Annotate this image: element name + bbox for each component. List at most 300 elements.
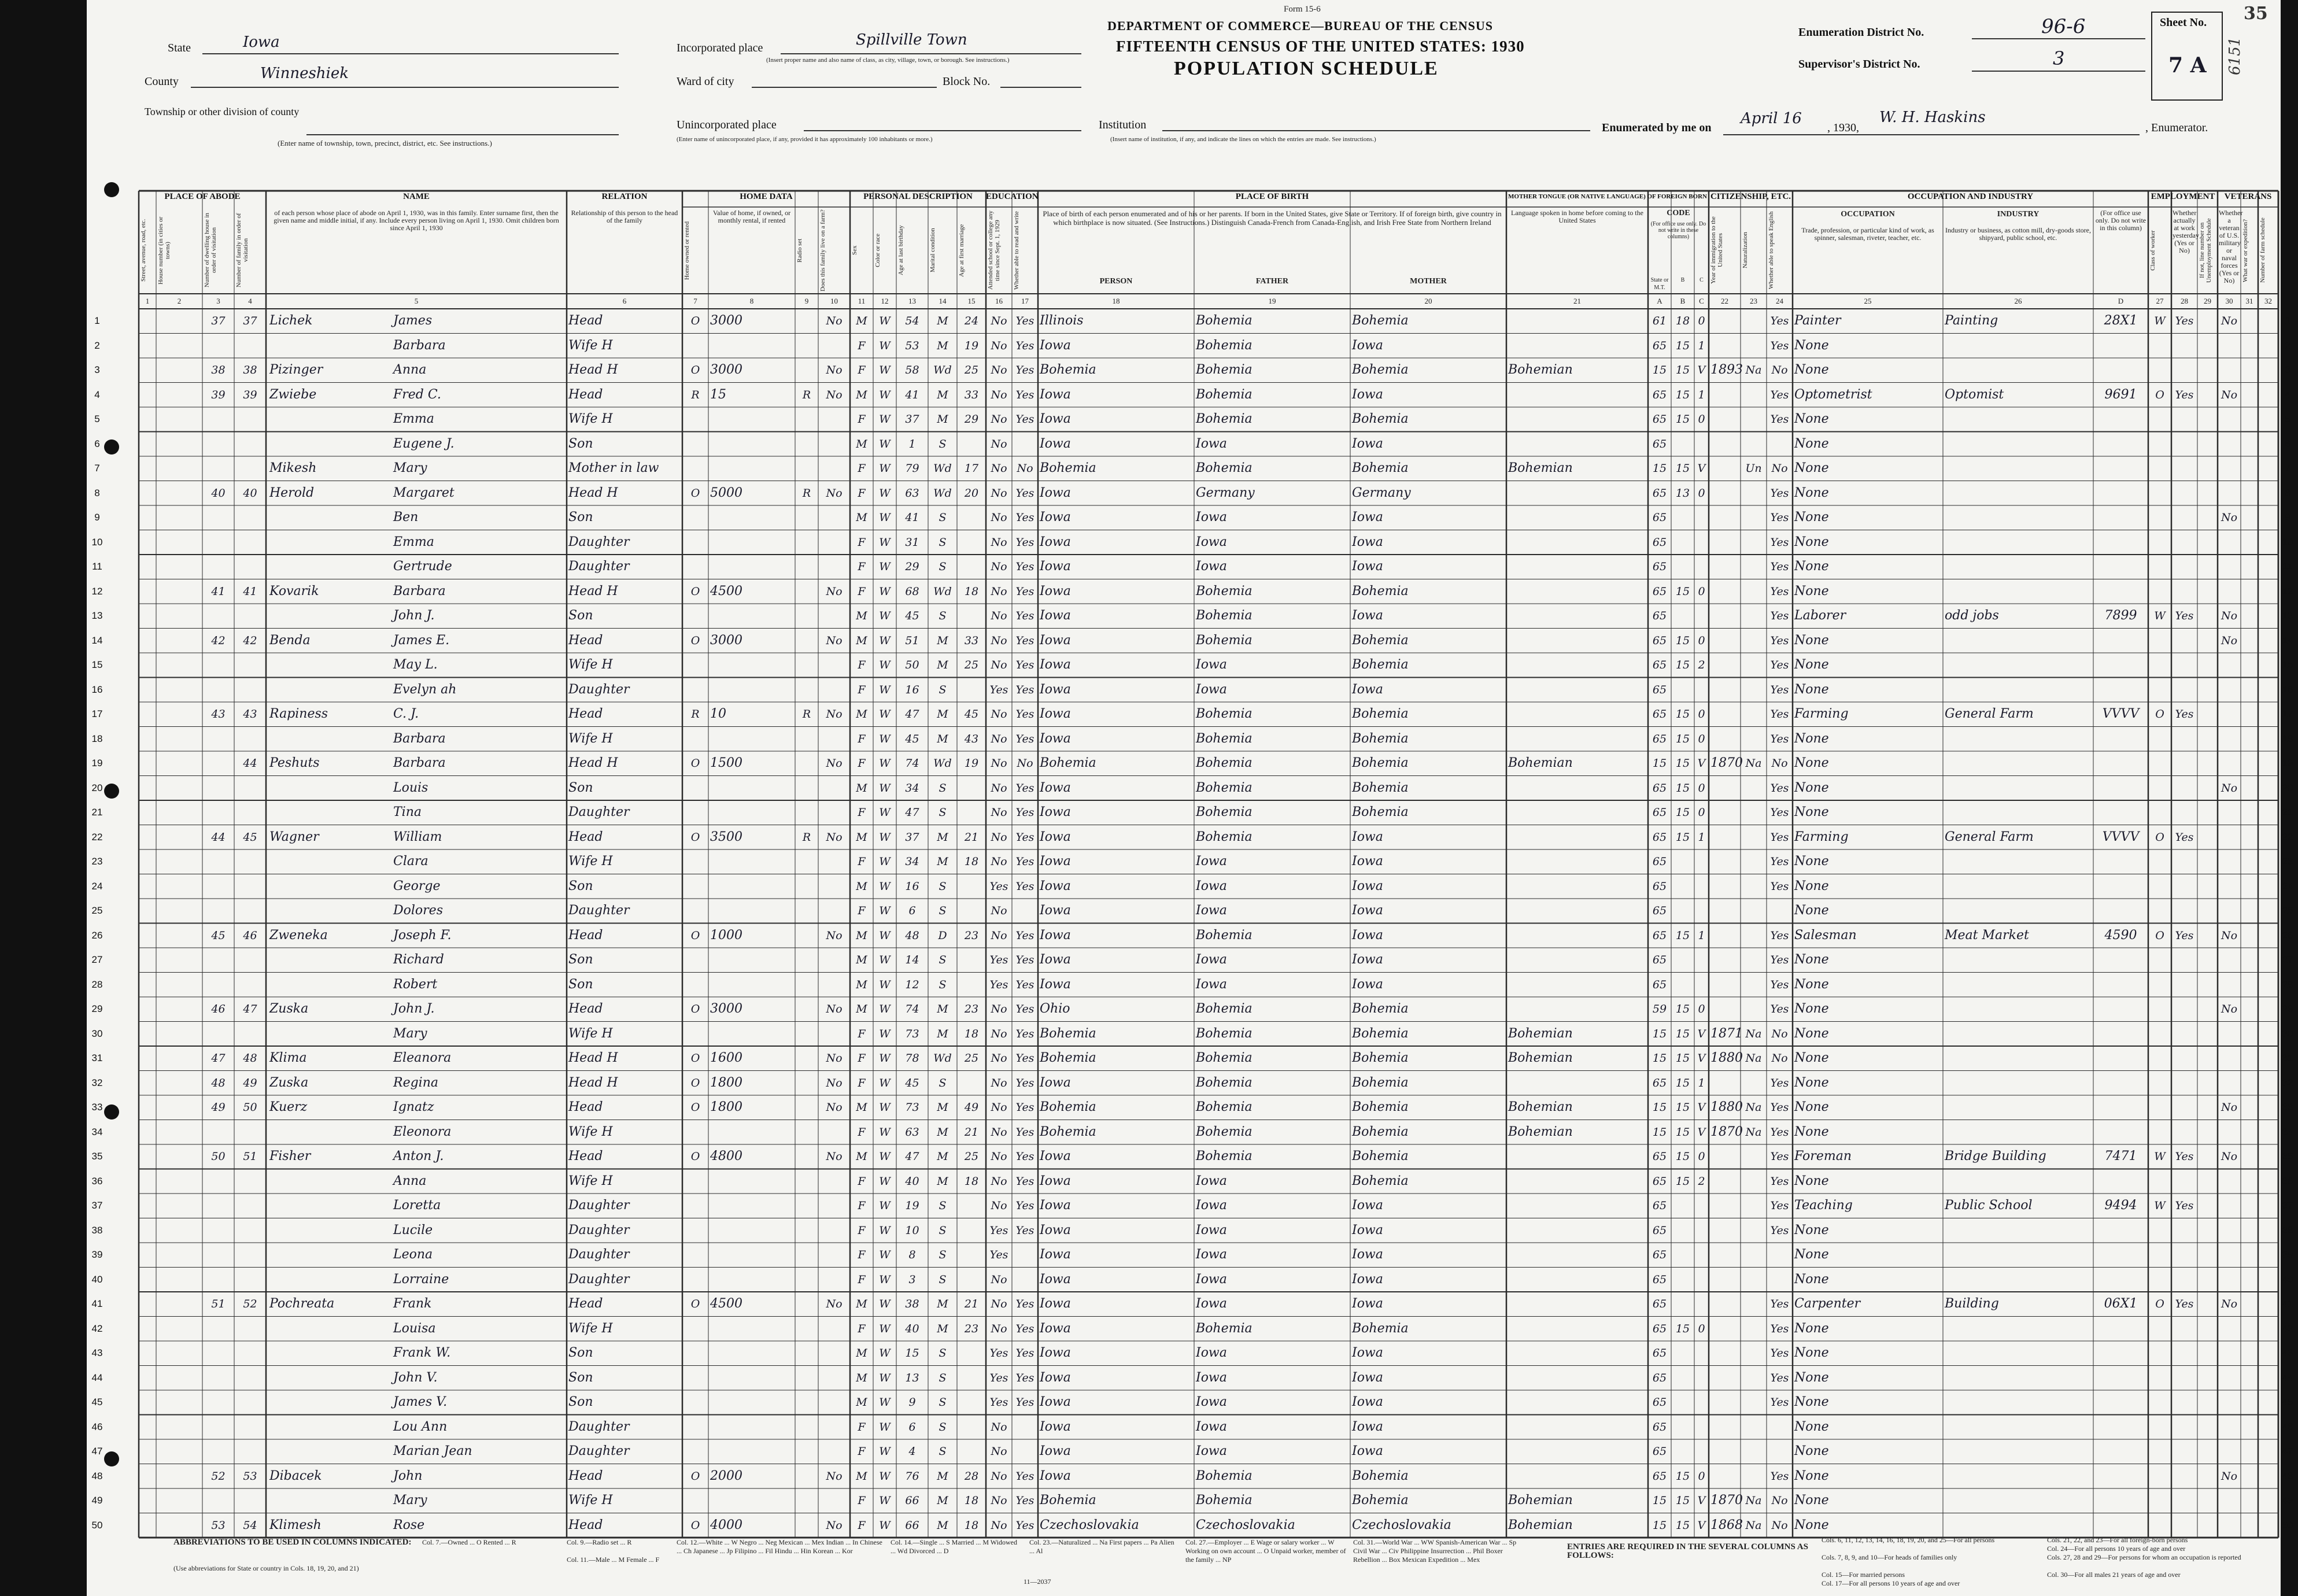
cc-cell: 0	[1698, 486, 1705, 500]
fam-cell	[236, 776, 264, 800]
cls-cell	[2150, 1218, 2170, 1243]
rw-cell: Yes	[1015, 708, 1035, 721]
dw-cell	[204, 505, 232, 530]
nat-cell	[1742, 1292, 1765, 1316]
imm-cell	[1710, 334, 1739, 358]
farm-cell: No	[826, 585, 843, 598]
bpf-cell: Bohemia	[1196, 363, 1253, 377]
bp-cell: Iowa	[1040, 829, 1071, 844]
imm-cell: 1880	[1710, 1051, 1743, 1065]
bp-cell: Iowa	[1040, 559, 1071, 574]
lang-cell	[1508, 1169, 1646, 1194]
fam-cell	[236, 1268, 264, 1292]
occ-cell: Foreman	[1794, 1149, 1852, 1163]
row-number: 14	[91, 634, 103, 646]
county-label: County	[145, 75, 179, 88]
nat-cell	[1742, 629, 1765, 653]
farm-cell	[820, 727, 848, 751]
dw-cell	[204, 1415, 232, 1439]
val-cell	[710, 1390, 793, 1414]
surname-cell	[269, 407, 385, 431]
column-header: Whether a veteran of U.S. military or naval forces (Yes or No)	[2219, 209, 2243, 285]
row-number: 21	[2282, 807, 2293, 818]
row-number: 33	[2282, 1102, 2293, 1113]
mar-cell: M	[937, 1101, 948, 1114]
imm-cell	[1710, 702, 1739, 726]
rw-cell: Yes	[1015, 315, 1035, 327]
code-cell	[2095, 481, 2146, 505]
row-number: 13	[91, 610, 103, 621]
column-header: (For office use only. Do not write in this column)	[2095, 209, 2146, 232]
row-number: 10	[2282, 536, 2293, 548]
sch-cell: No	[991, 1420, 1007, 1434]
lang-cell: Bohemian	[1508, 1026, 1573, 1041]
rw-cell: Yes	[1015, 339, 1035, 352]
occ-cell: None	[1794, 1075, 1829, 1090]
dw-cell	[204, 1390, 232, 1414]
dw-cell	[204, 604, 232, 628]
ca-cell: 65	[1652, 413, 1667, 426]
occ-cell: None	[1794, 633, 1829, 648]
bpm-cell: Bohemia	[1352, 461, 1409, 475]
fam-cell	[236, 948, 264, 972]
table-row	[87, 1439, 2293, 1464]
race-cell: W	[879, 1003, 891, 1015]
cc-cell: 0	[1698, 1003, 1705, 1015]
age-cell: 45	[905, 609, 919, 622]
farm-cell: No	[826, 757, 843, 770]
occ-cell: None	[1794, 338, 1829, 353]
sex-cell: F	[858, 1420, 866, 1434]
imm-cell: 1868	[1710, 1517, 1743, 1532]
race-cell: W	[879, 757, 891, 770]
val-cell	[710, 1022, 793, 1046]
work-cell	[2173, 1071, 2196, 1095]
column-group-header: EMPLOYMENT	[2151, 192, 2215, 201]
farm-cell: No	[826, 486, 843, 500]
bp-cell: Iowa	[1040, 338, 1071, 353]
race-cell: W	[879, 1076, 891, 1089]
given-name-cell: Gertrude	[393, 559, 452, 574]
entries-3: Col. 15—For married persons	[1822, 1571, 1905, 1579]
afm-cell	[959, 1439, 984, 1464]
bpf-cell: Iowa	[1196, 559, 1227, 574]
bpf-cell: Bohemia	[1196, 313, 1253, 328]
mar-cell: M	[937, 708, 948, 721]
row-number: 23	[2282, 856, 2293, 867]
row-number: 42	[91, 1322, 103, 1334]
mar-cell: M	[937, 855, 948, 868]
mar-cell: S	[939, 1224, 947, 1237]
occ-cell: None	[1794, 485, 1829, 500]
occupation-label: OCCUPATION	[1841, 210, 1895, 219]
work-cell: Yes	[2175, 1199, 2194, 1212]
row-number: 12	[91, 585, 103, 597]
fam-cell	[236, 874, 264, 899]
code-cell	[2095, 1071, 2146, 1095]
cls-cell	[2150, 874, 2170, 899]
vet-cell	[2219, 555, 2239, 579]
column-header: Whether able to speak English	[1768, 211, 1775, 290]
rw-cell: Yes	[1015, 1003, 1035, 1015]
column-group-header: PERSONAL DESCRIPTION	[863, 192, 973, 201]
rw-cell: Yes	[1015, 806, 1035, 819]
cc-cell: 0	[1698, 708, 1705, 721]
cb-cell	[1673, 1366, 1693, 1390]
code-cell	[2095, 358, 2146, 382]
own-cell: O	[690, 830, 700, 844]
mar-cell: S	[939, 880, 947, 893]
bp-cell: Iowa	[1040, 387, 1071, 402]
work-cell	[2173, 1513, 2196, 1538]
race-cell: W	[879, 437, 891, 450]
sch-cell: No	[991, 437, 1007, 450]
sch-cell: No	[991, 781, 1007, 795]
own-cell	[684, 776, 707, 800]
surname-cell	[269, 432, 385, 456]
column-number: 3	[216, 297, 220, 305]
vet-cell	[2219, 481, 2239, 505]
code-cell	[2095, 530, 2146, 555]
ca-cell: 65	[1652, 978, 1667, 991]
row-number: 19	[91, 758, 103, 769]
ca-cell: 15	[1652, 1052, 1667, 1065]
bpf-cell: Iowa	[1196, 878, 1227, 893]
row-number: 39	[2282, 1249, 2293, 1260]
row-number: 38	[2282, 1224, 2293, 1236]
cls-cell	[2150, 1415, 2170, 1439]
row-number: 43	[91, 1347, 103, 1358]
age-cell: 16	[905, 683, 919, 696]
work-cell	[2173, 1095, 2196, 1120]
bpf-cell: Iowa	[1196, 657, 1227, 672]
age-cell: 34	[905, 855, 919, 868]
val-cell	[710, 505, 793, 530]
bp-cell: Iowa	[1040, 805, 1071, 819]
cb-cell: 15	[1675, 413, 1690, 426]
bp-cell: Iowa	[1040, 412, 1071, 426]
afm-cell	[959, 678, 984, 702]
given-name-cell: Joseph F.	[393, 928, 452, 943]
sch-cell: No	[991, 659, 1007, 671]
given-name-cell: Louisa	[393, 1321, 436, 1336]
val-cell: 1000	[710, 928, 742, 943]
given-name-cell: Ignatz	[393, 1100, 434, 1114]
table-row	[87, 481, 2290, 506]
bpm-cell: Iowa	[1352, 952, 1383, 967]
ward-label: Ward of city	[677, 75, 734, 88]
bpm-cell: Iowa	[1352, 1198, 1383, 1213]
column-number: 9	[804, 297, 809, 305]
surname-cell	[269, 653, 385, 677]
surname-cell	[269, 1415, 385, 1439]
nat-cell	[1742, 1169, 1765, 1194]
age-cell: 51	[905, 634, 919, 647]
ca-cell: 65	[1652, 388, 1667, 401]
work-cell	[2173, 727, 2196, 751]
val-cell: 1500	[710, 756, 742, 770]
row-number: 16	[91, 684, 103, 695]
afm-cell	[959, 973, 984, 997]
age-cell: 45	[905, 1076, 919, 1089]
rw-cell: Yes	[1015, 1396, 1035, 1409]
cc-cell: 0	[1698, 806, 1705, 819]
sch-cell: No	[991, 1027, 1007, 1040]
birth-note: Place of birth of each person enumerated and of his or her parents. If born in the United States, give State or Territory. If of foreign birth, give country in which birthplace is now situated. (See Instructions.) Distinguish Canada-French from Canada-English, and Irish Free State from Northern Ireland	[1043, 209, 1502, 227]
cb-cell: 15	[1675, 585, 1690, 598]
lang-cell	[1508, 825, 1646, 849]
ca-cell: 65	[1652, 855, 1667, 868]
imm-cell	[1710, 923, 1739, 948]
code-cell	[2095, 1046, 2146, 1070]
imm-cell	[1710, 579, 1739, 604]
bpf-cell: Bohemia	[1196, 608, 1253, 623]
own-cell	[684, 727, 707, 751]
mar-cell: S	[939, 1396, 947, 1409]
eng-cell: Yes	[1770, 1003, 1789, 1015]
column-number: C	[1699, 297, 1704, 305]
column-number: 20	[1424, 297, 1432, 305]
mar-cell: S	[939, 954, 947, 966]
row-number: 4	[2285, 389, 2290, 400]
cc-cell: V	[1697, 1494, 1706, 1507]
imm-cell	[1710, 948, 1739, 972]
mar-cell: M	[937, 830, 948, 844]
occ-cell: Teaching	[1794, 1198, 1853, 1213]
given-name-cell: Barbara	[393, 338, 446, 353]
farm-cell	[820, 1366, 848, 1390]
ca-cell: 65	[1652, 830, 1667, 844]
ca-cell: 65	[1652, 683, 1667, 696]
cls-cell	[2150, 579, 2170, 604]
row-number: 22	[2282, 831, 2293, 843]
work-cell	[2173, 800, 2196, 825]
census-title: FIFTEENTH CENSUS OF THE UNITED STATES: 1930	[1116, 38, 1525, 55]
row-number: 18	[91, 733, 103, 744]
afm-cell: 45	[964, 708, 979, 721]
nat-cell	[1742, 849, 1765, 874]
cb-cell: 15	[1675, 732, 1690, 745]
bp-cell: Iowa	[1040, 1247, 1071, 1262]
occ-cell: Laborer	[1794, 608, 1846, 623]
mar-cell: S	[939, 1076, 947, 1089]
column-number: 28	[2181, 297, 2188, 305]
row-number: 45	[91, 1396, 103, 1407]
sex-cell: F	[858, 732, 866, 745]
rw-cell	[1014, 432, 1036, 456]
val-cell	[710, 1194, 793, 1218]
cls-cell: O	[2155, 1298, 2164, 1310]
own-cell: O	[690, 757, 700, 770]
rw-cell: Yes	[1015, 1494, 1035, 1507]
cb-cell: 15	[1675, 462, 1690, 475]
table-row	[87, 1366, 2293, 1391]
sch-cell: No	[991, 904, 1007, 917]
cc-cell: 1	[1698, 339, 1705, 352]
val-cell	[710, 1268, 793, 1292]
work-cell: Yes	[2175, 315, 2194, 327]
column-header: Value of home, if owned, or monthly rental, if rented	[712, 209, 791, 224]
age-cell: 3	[908, 1273, 916, 1286]
farm-cell	[820, 432, 848, 456]
farm-cell: No	[826, 1469, 843, 1483]
sex-cell: F	[858, 1125, 866, 1139]
sex-cell: M	[856, 388, 867, 401]
afm-cell	[959, 874, 984, 899]
lang-cell	[1508, 800, 1646, 825]
lang-cell	[1508, 1464, 1646, 1488]
row-number: 24	[91, 880, 103, 892]
vet-cell	[2219, 899, 2239, 923]
farm-cell	[820, 456, 848, 481]
radio-cell	[797, 973, 817, 997]
bpf-cell: Bohemia	[1196, 805, 1253, 819]
radio-cell	[797, 432, 817, 456]
age-cell: 14	[905, 954, 919, 966]
bp-cell: Czechoslovakia	[1040, 1517, 1139, 1532]
work-cell: Yes	[2175, 1150, 2194, 1163]
cb-cell	[1673, 604, 1693, 628]
occ-cell: None	[1794, 559, 1829, 574]
sex-cell: M	[856, 437, 867, 450]
bpm-cell: Bohemia	[1352, 1321, 1409, 1336]
sch-cell: No	[991, 339, 1007, 352]
state-value: Iowa	[243, 34, 280, 51]
bp-cell: Bohemia	[1040, 1026, 1096, 1041]
nat-cell	[1742, 874, 1765, 899]
code-cell	[2095, 1439, 2146, 1464]
bpf-cell: Czechoslovakia	[1196, 1517, 1295, 1532]
eng-cell: Yes	[1770, 1174, 1789, 1188]
enumerated-label: Enumerated by me on	[1602, 121, 1712, 134]
surname-cell	[269, 334, 385, 358]
given-name-cell: Lucile	[393, 1222, 433, 1237]
eng-cell: Yes	[1770, 560, 1789, 573]
nat-cell	[1742, 481, 1765, 505]
lang-cell: Bohemian	[1508, 1493, 1573, 1508]
ind-cell	[1945, 751, 2092, 775]
eng-cell	[1768, 1243, 1791, 1267]
radio-cell	[797, 1390, 817, 1414]
fam-cell	[236, 1415, 264, 1439]
dw-cell	[204, 1439, 232, 1464]
bpm-cell: Czechoslovakia	[1352, 1517, 1451, 1532]
afm-cell: 43	[964, 732, 979, 745]
cb-cell: 15	[1675, 806, 1690, 819]
bpm-cell: Bohemia	[1352, 1173, 1409, 1188]
sch-cell: No	[991, 1322, 1007, 1335]
fam-cell	[236, 1390, 264, 1414]
vet-cell	[2219, 1317, 2239, 1341]
dw-cell	[204, 849, 232, 874]
dw-cell	[204, 874, 232, 899]
radio-cell	[797, 1194, 817, 1218]
ind-cell	[1945, 678, 2092, 702]
row-number: 8	[94, 487, 100, 498]
occ-cell: None	[1794, 1419, 1829, 1434]
sex-cell: F	[858, 1224, 866, 1237]
sex-cell: M	[856, 315, 867, 327]
rw-cell	[1014, 1243, 1036, 1267]
race-cell: W	[879, 683, 891, 696]
imm-cell	[1710, 629, 1739, 653]
ind-cell: Painting	[1945, 313, 1998, 328]
vet-cell	[2219, 973, 2239, 997]
ca-cell: 15	[1652, 1125, 1667, 1139]
sex-cell: M	[856, 954, 867, 966]
farm-cell	[820, 1022, 848, 1046]
cc-cell: V	[1697, 1519, 1706, 1532]
sch-cell: No	[991, 929, 1007, 942]
farm-cell	[820, 604, 848, 628]
rel-cell: Daughter	[568, 1222, 630, 1237]
cb-cell: 15	[1675, 1150, 1690, 1163]
rel-cell: Head	[568, 928, 603, 943]
val-cell: 4500	[710, 583, 742, 598]
row-number: 3	[94, 364, 100, 375]
mar-cell: M	[937, 315, 948, 327]
race-cell: W	[879, 1273, 891, 1286]
rw-cell: Yes	[1015, 609, 1035, 622]
dw-cell	[204, 678, 232, 702]
bp-cell: Bohemia	[1040, 756, 1096, 770]
column-header: If not, line number on Unemployment Schedule	[2199, 218, 2212, 283]
own-cell	[684, 1022, 707, 1046]
afm-cell: 18	[964, 1027, 979, 1040]
table-row	[87, 456, 2290, 481]
rel-cell: Daughter	[568, 1444, 630, 1458]
sex-cell: F	[858, 364, 866, 376]
val-cell	[710, 1415, 793, 1439]
code-cell	[2095, 1022, 2146, 1046]
enumerated-year: , 1930,	[1827, 121, 1859, 134]
own-cell	[684, 1439, 707, 1464]
sex-cell: F	[858, 1445, 866, 1458]
dw-cell: 43	[211, 708, 226, 721]
lang-cell: Bohemian	[1508, 1100, 1573, 1114]
farm-cell	[820, 1488, 848, 1513]
column-group-header: PLACE OF ABODE	[164, 192, 241, 201]
cc-cell: V	[1697, 1101, 1706, 1114]
rel-cell: Son	[568, 510, 593, 524]
sex-cell: F	[858, 462, 866, 475]
bpf-cell: Bohemia	[1196, 1026, 1253, 1041]
incorporated-label: Incorporated place	[677, 42, 763, 54]
row-number: 49	[2282, 1495, 2293, 1506]
bpm-cell: Iowa	[1352, 1296, 1383, 1311]
imm-cell: 1871	[1710, 1026, 1743, 1041]
cls-cell	[2150, 751, 2170, 775]
imm-cell	[1710, 800, 1739, 825]
sex-cell: M	[856, 609, 867, 622]
row-number: 9	[2285, 512, 2290, 523]
age-cell: 66	[905, 1519, 919, 1532]
lang-cell: Bohemian	[1508, 1051, 1573, 1065]
fam-cell	[236, 555, 264, 579]
radio-cell	[797, 653, 817, 677]
work-cell: Yes	[2175, 388, 2194, 401]
mar-cell: M	[937, 339, 948, 352]
ind-cell	[1945, 1169, 2092, 1194]
bpf-cell: Bohemia	[1196, 461, 1253, 475]
afm-cell: 18	[964, 1494, 979, 1507]
table-row	[87, 1317, 2293, 1342]
nat-cell	[1742, 334, 1765, 358]
lang-cell	[1508, 383, 1646, 407]
afm-cell: 19	[964, 757, 979, 770]
farm-cell	[820, 899, 848, 923]
eng-cell: No	[1771, 1494, 1788, 1507]
